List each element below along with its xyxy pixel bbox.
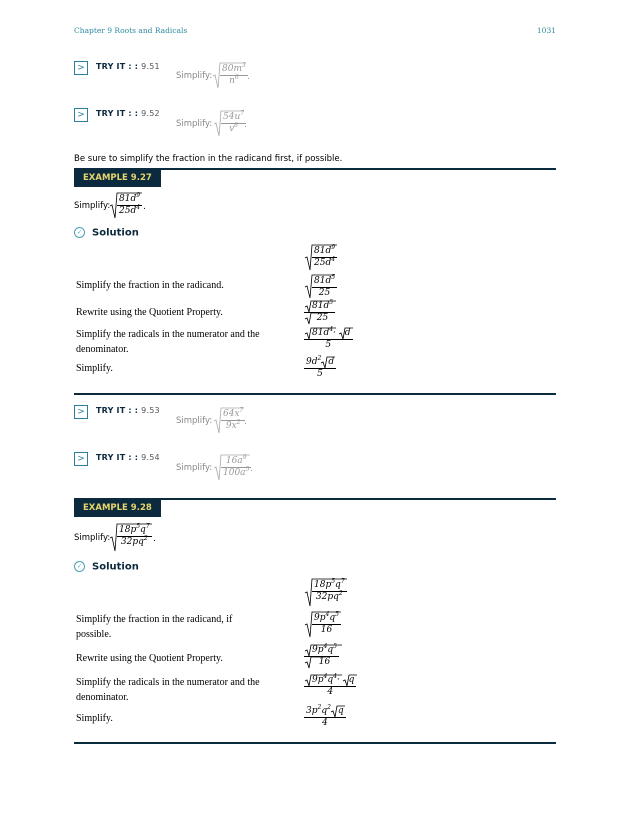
example-tag: EXAMPLE 9.28 — [74, 499, 161, 517]
exponent: 4 — [333, 673, 337, 680]
step-description: Simplify. — [76, 363, 113, 374]
denominator: 9x — [225, 421, 237, 431]
numerator-variable: q — [140, 525, 146, 535]
note-text: Be sure to simplify the fraction in the radicand first, if possible. — [74, 154, 343, 164]
solution-heading — [74, 227, 139, 239]
numerator: 81d — [312, 328, 330, 338]
try-it-number: 9.53 — [141, 406, 160, 415]
exponent: 5 — [245, 466, 250, 473]
numerator: 18p — [314, 580, 332, 590]
solution-label: Solution — [92, 561, 139, 573]
exponent: 4 — [331, 256, 336, 263]
solution-label: Solution — [92, 227, 139, 239]
numerator-variable: q — [321, 706, 328, 716]
exponent: 3 — [242, 62, 246, 69]
expand-chevron-icon[interactable]: > — [74, 108, 88, 122]
exponent: 7 — [145, 523, 150, 530]
denominator: v — [229, 124, 235, 134]
exponent: 5 — [335, 611, 339, 618]
exponent: 7 — [340, 578, 345, 585]
denominator: 4 — [327, 687, 334, 697]
check-circle-icon: ✓ — [74, 227, 85, 238]
numerator: 81d — [314, 276, 332, 286]
example-problem-radical — [109, 523, 155, 553]
chapter-title: Chapter 9 Roots and Radicals — [74, 26, 188, 35]
numerator: 54u — [223, 112, 241, 122]
try-it-number: 9.52 — [141, 109, 160, 118]
step-expression — [304, 578, 350, 608]
dot-operator: · — [336, 675, 343, 685]
step-description: Simplify the radicals in the numerator and the denominator. — [76, 329, 260, 355]
step-description: Simplify the radicals in the numerator and the denominator. — [76, 677, 260, 703]
numerator: 81d — [119, 194, 137, 204]
step-expression — [304, 645, 350, 673]
step-expression — [304, 274, 340, 300]
exponent: 7 — [239, 407, 244, 414]
numerator: 64x — [223, 409, 240, 419]
step-expression — [304, 301, 344, 327]
step-description: Simplify the fraction in the radicand. — [76, 280, 224, 291]
exponent: 5 — [333, 643, 337, 650]
denominator: 16 — [320, 625, 333, 635]
radical-expression — [213, 454, 253, 482]
exponent: 9 — [136, 192, 141, 199]
denominator: 4 — [321, 718, 328, 728]
numerator: 9d — [306, 357, 318, 367]
exponent: 8 — [234, 122, 238, 129]
radicand: q — [337, 706, 344, 716]
numerator-variable: q — [335, 580, 341, 590]
denominator: 32pq — [120, 537, 144, 547]
numerator-variable: q — [327, 645, 334, 655]
radical-expression — [212, 62, 250, 90]
try-it-label: TRY IT : : — [96, 406, 139, 415]
step-description: Simplify. — [76, 713, 113, 724]
step-description: Simplify the fraction in the radicand, if possible. — [76, 614, 233, 640]
exponent: 2 — [338, 590, 343, 597]
numerator-variable: q — [327, 675, 334, 685]
denominator: 25 — [316, 313, 329, 323]
exponent: 9 — [331, 244, 336, 251]
denominator: 25d — [314, 258, 332, 268]
step-expression — [304, 611, 344, 639]
step-expression — [304, 328, 364, 354]
exponent: 4 — [136, 204, 141, 211]
exponent: 2 — [327, 704, 331, 711]
numerator: 81d — [314, 246, 332, 256]
numerator: 3p — [306, 706, 318, 716]
exponent: 4 — [323, 673, 328, 680]
step-expression — [304, 675, 368, 703]
numerator: 9p — [312, 645, 324, 655]
exponent: 4 — [329, 326, 334, 333]
denominator: 5 — [325, 340, 332, 350]
step-expression — [304, 244, 340, 272]
numerator: 16a — [225, 456, 243, 466]
radicand: d — [344, 328, 351, 338]
dot-operator: · — [333, 328, 339, 338]
example-end-divider — [74, 393, 556, 395]
exponent: 4 — [325, 611, 330, 618]
radical-expression — [213, 407, 247, 435]
try-it-simplify: Simplify: — [176, 119, 213, 129]
try-it-label: TRY IT : : — [96, 453, 139, 462]
try-it-simplify: Simplify: — [176, 463, 213, 473]
exponent: 5 — [331, 578, 336, 585]
radicand: q — [348, 675, 355, 685]
denominator: 32pq — [315, 592, 339, 602]
try-it-label: TRY IT : : — [96, 109, 139, 118]
numerator: 9p — [314, 613, 326, 623]
denominator: 25d — [119, 206, 137, 216]
radical-expression — [213, 110, 247, 138]
numerator-variable: q — [329, 613, 336, 623]
example-simplify: Simplify: — [74, 533, 111, 543]
denominator: n — [229, 76, 235, 86]
check-circle-icon: ✓ — [74, 561, 85, 572]
exponent: 5 — [329, 299, 334, 306]
exponent: 2 — [236, 419, 241, 426]
try-it-number: 9.54 — [141, 453, 160, 462]
denominator: 100a — [223, 468, 246, 478]
step-expression — [304, 357, 344, 383]
exponent: 5 — [331, 274, 336, 281]
try-it-label: TRY IT : : — [96, 62, 139, 71]
step-expression — [304, 706, 354, 732]
solution-heading — [74, 561, 139, 573]
expand-chevron-icon[interactable]: > — [74, 61, 88, 75]
numerator: 18p — [119, 525, 137, 535]
try-it-number: 9.51 — [141, 62, 160, 71]
denominator: 25 — [318, 288, 331, 298]
exponent: 6 — [234, 74, 239, 81]
numerator: 9p — [312, 675, 324, 685]
expand-chevron-icon[interactable]: > — [74, 405, 88, 419]
exponent: 9 — [242, 454, 247, 461]
exponent: 2 — [143, 535, 148, 542]
denominator: 5 — [317, 369, 323, 379]
exponent: 2 — [317, 704, 322, 711]
exponent: 5 — [136, 523, 141, 530]
example-problem-radical — [109, 192, 145, 220]
exponent: 2 — [317, 355, 322, 362]
numerator: 80m — [222, 64, 242, 74]
step-description: Rewrite using the Quotient Property. — [76, 653, 223, 664]
try-it-simplify: Simplify: — [176, 71, 213, 81]
exponent: 4 — [323, 643, 328, 650]
expand-chevron-icon[interactable]: > — [74, 452, 88, 466]
step-description: Rewrite using the Quotient Property. — [76, 307, 223, 318]
exponent: 7 — [240, 110, 245, 117]
numerator: 81d — [312, 301, 330, 311]
example-tag: EXAMPLE 9.27 — [74, 169, 161, 187]
denominator: 16 — [318, 657, 331, 667]
example-end-divider — [74, 742, 556, 744]
page-number: 1031 — [536, 26, 556, 35]
example-simplify: Simplify: — [74, 201, 111, 211]
try-it-simplify: Simplify: — [176, 416, 213, 426]
radicand: d — [328, 357, 335, 367]
